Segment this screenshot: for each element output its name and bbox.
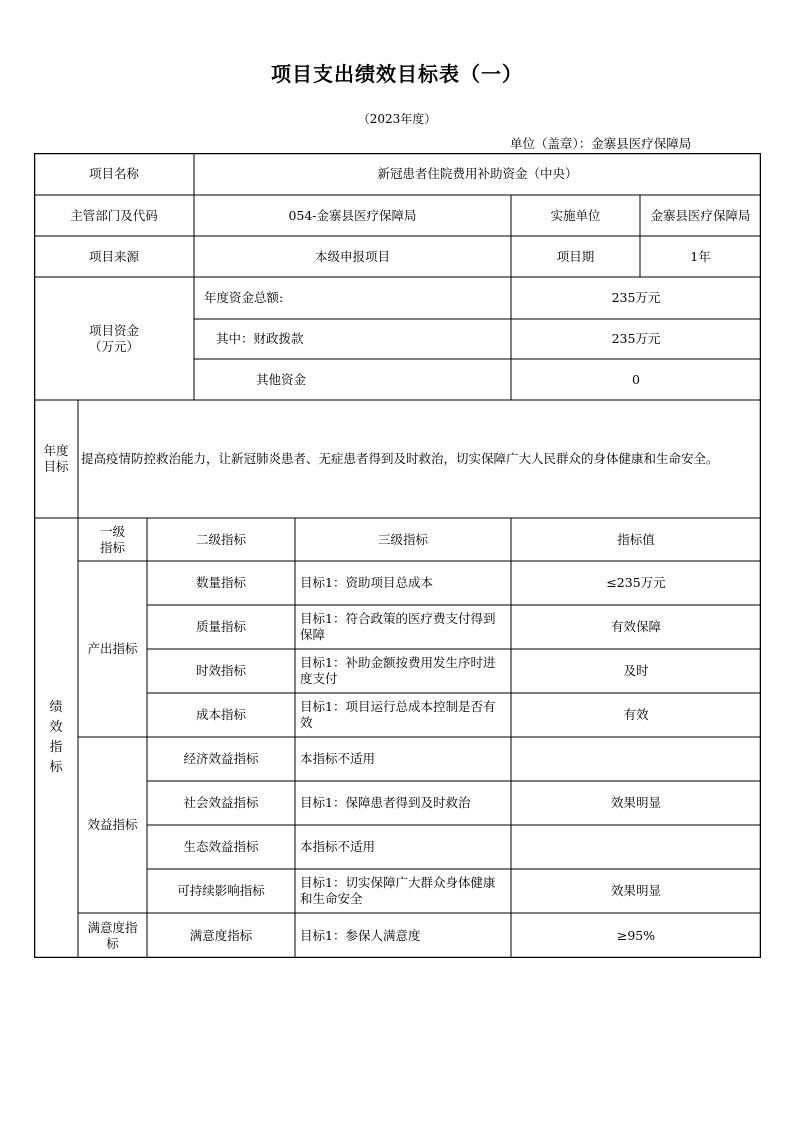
row3-value: 及时: [623, 663, 649, 678]
row6-value: 效果明显: [610, 795, 661, 810]
dept-value: 054-金寨县医疗保障局: [288, 207, 417, 223]
group-satisfaction: 满意度指 标: [87, 919, 138, 951]
row5-level3: 本指标不适用: [300, 751, 376, 766]
annual-goal-text: 提高疫情防控救治能力，让新冠肺炎患者、无症患者得到及时救治，切实保障广大人民群众的身体健康和生命安全。: [81, 451, 719, 466]
group-output: 产出指标: [87, 641, 138, 656]
project-name-value: 新冠患者住院费用补助资金（中央）: [377, 166, 578, 181]
impl-unit-value: 金寨县医疗保障局: [650, 207, 751, 223]
header-level2: 二级指标: [195, 531, 246, 547]
row7-value: [511, 825, 761, 869]
row8-level3: 目标1：切实保障广大群众身体健康 和生命安全: [300, 875, 496, 906]
row4-level3: 目标1：项目运行总成本控制是否有 效: [300, 699, 496, 730]
source-label: 项目来源: [88, 248, 139, 264]
row2-level3: 目标1：符合政策的医疗费支付得到 保障: [300, 611, 496, 642]
performance-indicators-label: 绩 效 指 标: [49, 700, 63, 775]
row7-level3: 本指标不适用: [300, 839, 376, 854]
impl-unit-label: 实施单位: [550, 207, 601, 223]
funds-other-value: 0: [632, 371, 640, 387]
source-value: 本级申报项目: [314, 248, 390, 264]
period-label: 项目期: [556, 248, 595, 264]
row9-level2: 满意度指标: [189, 927, 253, 943]
row3-level3: 目标1：补助金额按费用发生序时进 度支付: [300, 655, 496, 686]
row1-level2: 数量指标: [195, 575, 246, 590]
fiscal-year: （2023年度）: [357, 112, 437, 126]
row6-level3: 目标1：保障患者得到及时救治: [300, 795, 471, 810]
group-benefit: 效益指标: [87, 817, 138, 832]
period-value: 1年: [690, 248, 711, 264]
funds-total-label: 年度资金总额:: [204, 290, 284, 305]
row9-value: ≥95%: [616, 927, 656, 943]
row6-level2: 社会效益指标: [183, 795, 259, 810]
funds-fiscal-value: 235万元: [611, 331, 661, 346]
funds-label: 项目资金 （万元）: [88, 322, 139, 354]
header-level3: 三级指标: [377, 531, 428, 547]
performance-target-table: [34, 153, 761, 958]
row5-level2: 经济效益指标: [183, 751, 259, 766]
unit-seal-line: 单位（盖章）：金寨县医疗保障局: [510, 136, 692, 151]
row8-level2: 可持续影响指标: [177, 883, 265, 898]
row3-level2: 时效指标: [195, 663, 246, 678]
row7-level2: 生态效益指标: [183, 839, 259, 854]
funds-other-label: 其他资金: [256, 371, 307, 387]
page-title: 项目支出绩效目标表（一）: [271, 62, 523, 86]
row2-level2: 质量指标: [195, 619, 246, 634]
row8-value: 效果明显: [610, 883, 661, 898]
project-name-label: 项目名称: [88, 166, 139, 181]
header-value: 指标值: [617, 531, 655, 547]
funds-fiscal-label: 其中：财政拨款: [216, 331, 304, 346]
row4-value: 有效: [623, 707, 649, 722]
row1-level3: 目标1：资助项目总成本: [300, 575, 433, 590]
annual-goal-label: 年度 目标: [43, 443, 69, 474]
row4-level2: 成本指标: [195, 707, 246, 722]
funds-total-value: 235万元: [611, 290, 661, 305]
row5-value: [511, 737, 761, 781]
header-level1: 一级 指标: [99, 523, 125, 555]
row2-value: 有效保障: [610, 619, 661, 634]
row9-level3: 目标1：参保人满意度: [300, 927, 421, 943]
dept-label: 主管部门及代码: [70, 207, 158, 223]
row1-value: ≤235万元: [606, 575, 666, 590]
